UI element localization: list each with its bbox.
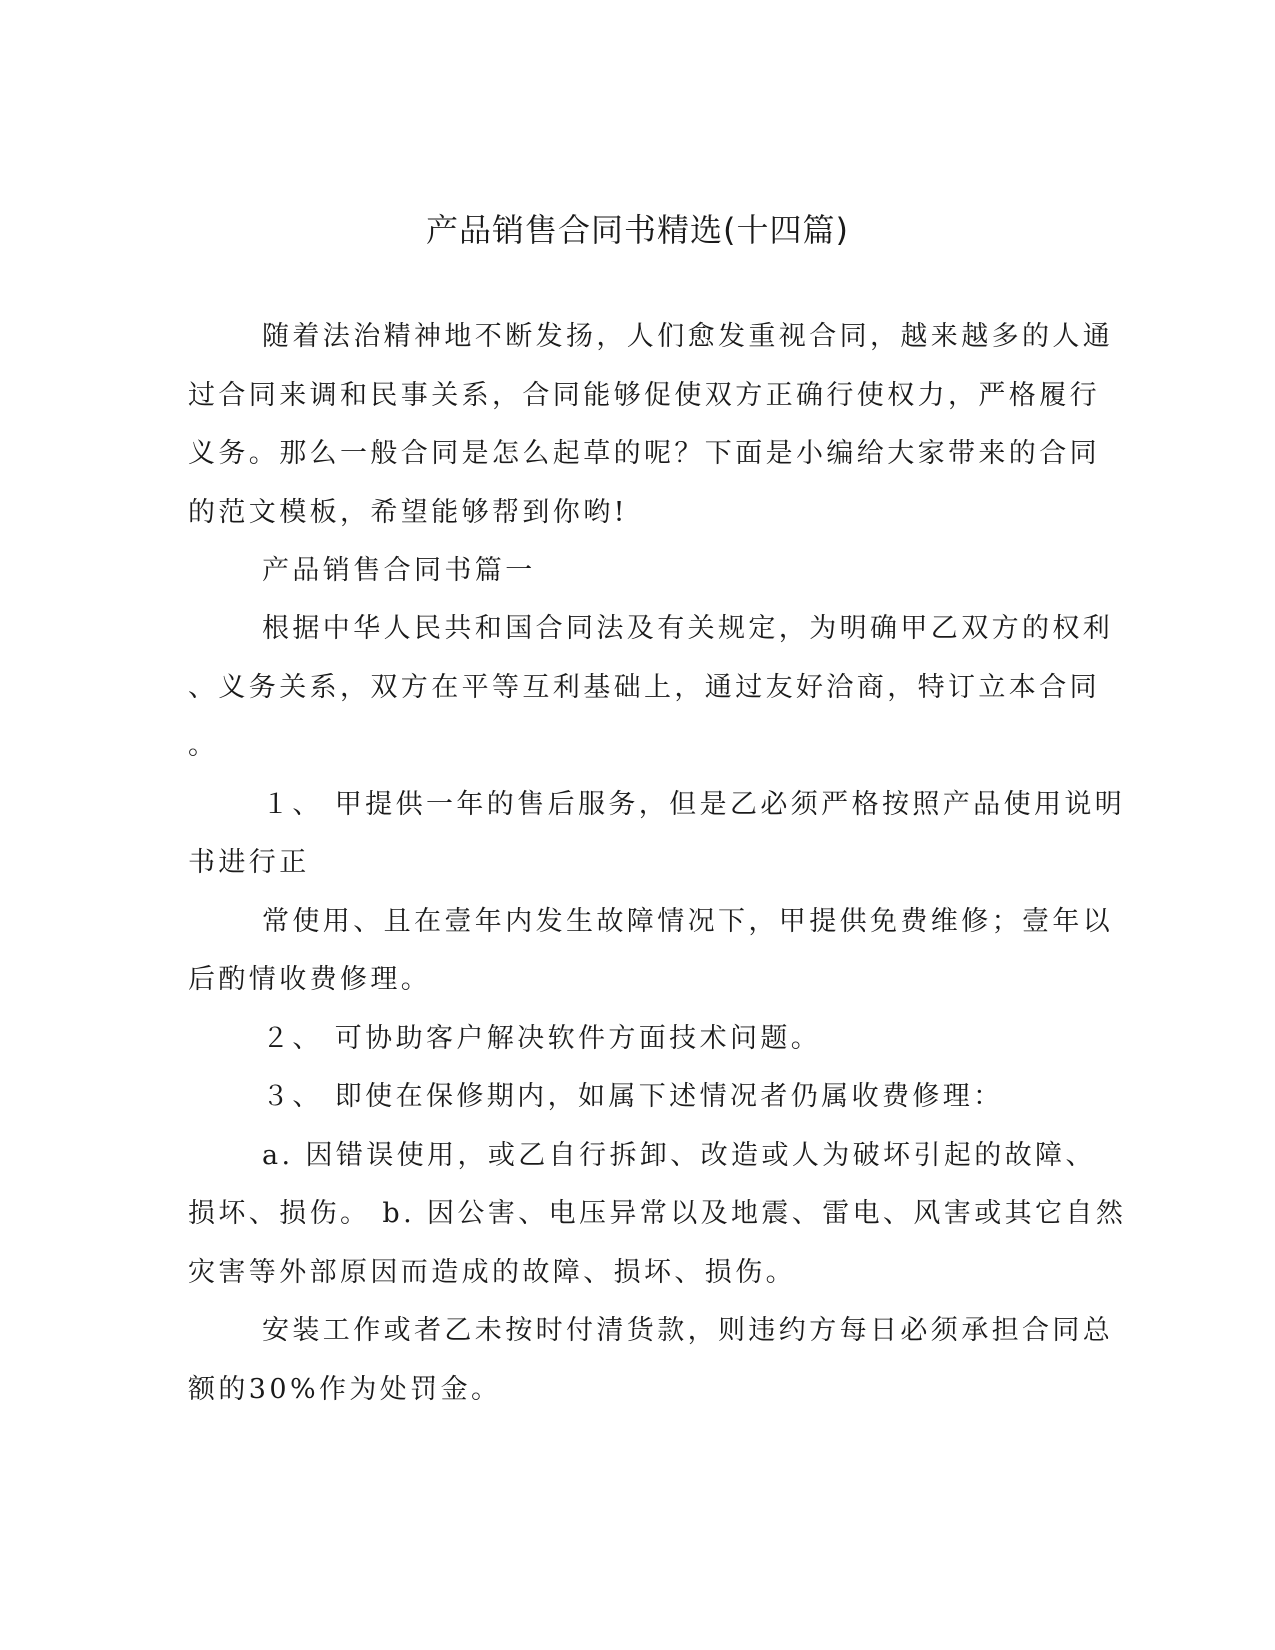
clause-line: 损坏、损伤。 b. 因公害、电压异常以及地震、雷电、风害或其它自然 xyxy=(188,1198,1127,1229)
clause-line: 后酌情收费修理。 xyxy=(188,964,432,995)
clause-line: ２、 可协助客户解决软件方面技术问题。 xyxy=(262,1023,822,1054)
document-title: 产品销售合同书精选(十四篇) xyxy=(426,211,849,249)
clause-line: 额的30%作为处罚金。 xyxy=(188,1374,502,1405)
paragraph-line: 过合同来调和民事关系，合同能够促使双方正确行使权力，严格履行 xyxy=(188,380,1100,411)
paragraph-line: 根据中华人民共和国合同法及有关规定，为明确甲乙双方的权利 xyxy=(262,613,1114,644)
clause-line: a. 因错误使用，或乙自行拆卸、改造或人为破坏引起的故障、 xyxy=(262,1140,1096,1171)
clause-line: 安装工作或者乙未按时付清货款，则违约方每日必须承担合同总 xyxy=(262,1315,1114,1346)
clause-line: ３、 即使在保修期内，如属下述情况者仍属收费修理： xyxy=(262,1081,1004,1112)
paragraph-line: 的范文模板，希望能够帮到你哟! xyxy=(188,497,628,528)
paragraph-line: 。 xyxy=(188,730,219,761)
paragraph-line: 义务。那么一般合同是怎么起草的呢？下面是小编给大家带来的合同 xyxy=(188,438,1100,469)
clause-line: 常使用、且在壹年内发生故障情况下，甲提供免费维修；壹年以 xyxy=(262,906,1114,937)
section-heading: 产品销售合同书篇一 xyxy=(262,555,536,586)
clause-line: １、 甲提供一年的售后服务，但是乙必须严格按照产品使用说明 xyxy=(262,789,1126,820)
clause-line: 书进行正 xyxy=(188,847,310,878)
paragraph-line: 、义务关系，双方在平等互利基础上，通过友好洽商，特订立本合同 xyxy=(188,672,1100,703)
clause-line: 灾害等外部原因而造成的故障、损坏、损伤。 xyxy=(188,1257,796,1288)
paragraph-line: 随着法治精神地不断发扬，人们愈发重视合同，越来越多的人通 xyxy=(262,321,1114,352)
